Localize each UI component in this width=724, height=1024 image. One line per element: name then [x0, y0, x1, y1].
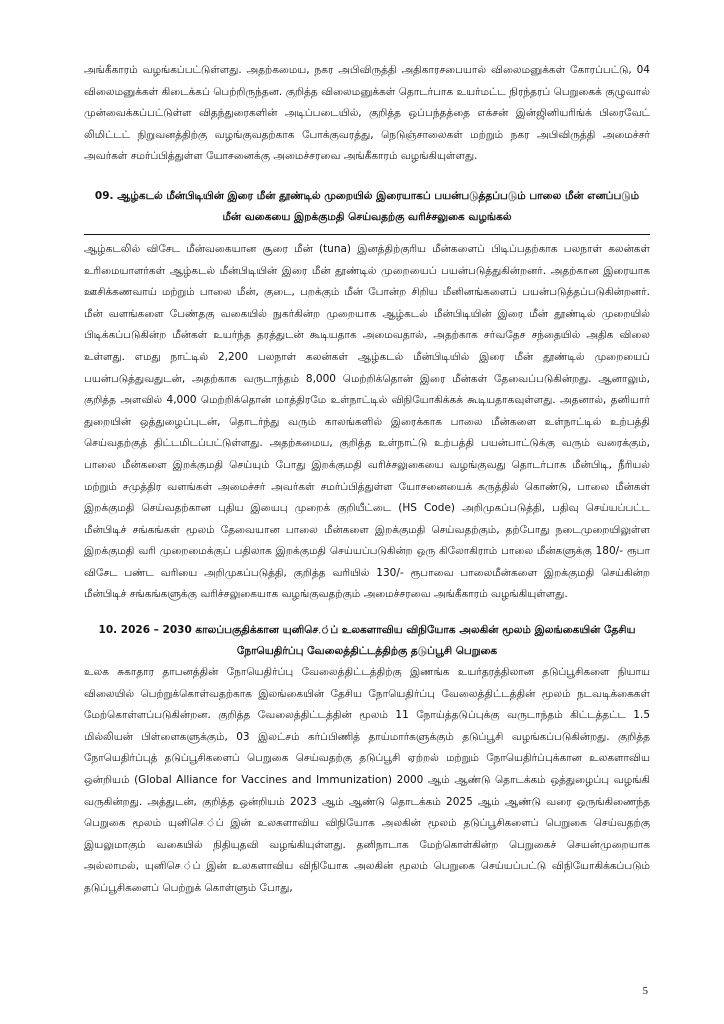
intro-paragraph: அங்கீகாரம் வழங்கப்பட்டுள்ளது. அதற்கமைய, நகர அபிவிருத்தி அதிகாரசபையால் விலைமனுக்கள் கோரப்பட்டு, 04 விலைமனுக்கள் கிடைக்கப் பெற்றிருந்தன. குறித்த விலைமனுக்கள் தொடர்பாக உயர்மட்ட நிரந்தரப் பெறுகைக் குழுவால் முன்வைக்கப்பட்டுள்ள விதந்துரைகளின் அடிப்படையில், குறித்த ஒப்பந்தத்தை எக்சன் இன்ஜினியரிங்க் பிரைவேட் லிமிட்டட் நிறுவனத்திற்கு வழங்குவதற்காக போக்குவரத்து, நெடுஞ்சாலைகள் மற்றும் நகர அபிவிருத்தி அமைச்சர் அவர்கள் சமர்ப்பித்துள்ள யோசனைக்கு அமைச்சரவை அங்கீகாரம் வழங்கியுள்ளது. [84, 64, 650, 163]
section-divider [84, 234, 650, 235]
spacer [84, 606, 650, 620]
document-page [84, 60, 650, 900]
page-number: 5 [642, 985, 648, 997]
section-10-paragraph: உலக சுகாதார தாபனத்தின் நோயெதிர்ப்பு வேலைத்திட்டத்திற்கு இணங்க உயர்தரத்திலான தடுப்பூசிகளை நியாய விலையில் பெற்றுக்கொள்வதற்காக இலங்கையின் தேசிய நோயெதிர்ப்பு வேலைத்திட்டத்தின் மூலம் நடவடிக்கைகள் மேற்கொள்ளப்படுகின்றன. குறித்த வேலைத்திட்டத்தின் மூலம் 11 நோய்த்தடுப்புக்கு வருடாந்தம் கிட்டத்தட்ட 1.5 மில்லியன் பிள்ளைகளுக்கும், 03 இலட்சம் கர்ப்பிணித் தாய்மார்களுக்கும் தடுப்பூசி வழங்கப்படுகின்றது. குறித்த நோயெதிர்ப்புத் தடுப்பூசிகளைப் பெறுகை செய்வதற்கு தடுப்பூசி ஏற்றல் மற்றும் நோயெதிர்ப்புக்கான உலகளாவிய ஒன்றியம் (Global Alliance for Vaccines and Immunization) 2000 ஆம் ஆண்டு தொடக்கம் ஒத்துழைப்பு வழங்கி வருகின்றது. அத்துடன், குறித்த ஒன்றியம் 2023 ஆம் ஆண்டு தொடக்கம் 2025 ஆம் ஆண்டு வரை ஒருங்கிணைந்த பெறுகை மூலம் யுனிசெ.்ப் இன் உலகளாவிய விநியோக அலகின் மூலம் தடுப்பூசிகளைப் பெறுகை செய்வதற்கு இயலுமாகும் வகையில் நிதியுதவி வழங்கியுள்ளது. தனிநாடாக மேற்கொள்கின்ற பெறுகைச் செயன்முறையாக அல்லாமல், யுனிசெ.்ப் இன் உலகளாவிய விநியோக அலகின் மூலம் பெறுகை செய்யப்பட்டு விநியோகிக்கப்படும் தடுப்பூசிகளைப் பெற்றுக் கொள்ளும் போது, [84, 666, 651, 894]
spacer [84, 168, 650, 186]
section-10-heading: 10. 2026 – 2030 காலப்பகுதிக்கான யுனிசெ.்ப் உலகளாவிய விநியோக அலகின் மூலம் இலங்கையின் தேசிய நோயெதிர்ப்பு வேலைத்திட்டத்திற்கு தடுப்பூசி பெறுகை [98, 624, 636, 658]
section-9-heading: 09. ஆழ்கடல் மீன்பிடியின் இரை மீன் தூண்டில் முறையில் இரையாகப் பயன்படுத்தப்படும் பாலை மீன் எனப்படும் மீன் வகையை இறக்குமதி செய்வதற்கு வரிச்சலுகை வழங்கல் [94, 189, 640, 223]
section-9-paragraph: ஆழ்கடலில் விசேட மீன்வகையான சூரை மீன் (tuna) இனத்திற்குரிய மீன்களைப் பிடிப்பதற்காக பலநாள் கலன்கள் உரிமையாளர்கள் ஆழ்கடல் மீன்பிடியின் இரை மீன் தூண்டில் முறையைப் பயன்படுத்துகின்றனர். அதற்கான இரையாக ஊசிக்கணவாய் மற்றும் பாலை மீன், குடை, பறக்கும் மீன் போன்ற சிறிய மீனினங்களைப் பயன்படுத்தப்படுகின்றனர். மீன் வளங்களை பேண்தகு வகையில் நுகர்கின்ற முறையாக ஆழ்கடல் மீன்பிடியின் இரை மீன் தூண்டில் முறையில் பிடிக்கப்படுகின்ற மீன்கள் உயர்ந்த தரத்துடன் கூடியதாக அமைவதால், அதற்காக சர்வதேச சந்தையில் அதிக விலை உள்ளது. எமது நாட்டில் 2,200 பலநாள் கலன்கள் ஆழ்கடல் மீன்பிடியில் இரை மீன் தூண்டில் முறையைப் பயன்படுத்துவதுடன், அதற்காக வருடாந்தம் 8,000 மெற்றிக்தொன் இரை மீன்கள் தேவைப்படுகின்றது. ஆனாலும், குறித்த அளவில் 4,000 மெற்றிக்தொன் மாத்திரமே உள்நாட்டில் விநியோகிக்கக் கூடியதாகவுள்ளது. அதனால், தனியார் துறையின் ஒத்துழைப்புடன், தொடர்ந்து வரும் காலங்களில் இரைக்காக பாலை மீன்களை உள்நாட்டில் உற்பத்தி செய்வதற்குத் திட்டமிடப்பட்டுள்ளது. அதற்கமைய, குறித்த உள்நாட்டு உற்பத்தி பயன்பாட்டுக்கு வரும் வரைக்கும், பாலை மீன்களை இறக்குமதி செய்யும் போது இறக்குமதி வரிச்சலுகையை வழங்குவது தொடர்பாக மீன்பிடி, நீரியல் மற்றும் சமுத்திர வளங்கள் அமைச்சர் அவர்கள் சமர்ப்பித்துள்ள யோசனையைக் கருத்தில் கொண்டு, பாலை மீன்கள் இறக்குமதி செய்வதற்கான புதிய இயைபு முறைக் குறியீட்டை (HS Code) அறிமுகப்படுத்தி, பதிவு செய்யப்பட்ட மீன்பிடிச் சங்கங்கள் மூலம் தேவையான பாலை மீன்களை இறக்குமதி செய்வதற்கும், தற்போது நடைமுறையிலுள்ள இறக்குமதி வரி முறைமைக்குப் பதிலாக இறக்குமதி செய்யப்படுகின்ற ஒரு கிலோகிராம் பாலை மீன்களுக்கு 180/- ரூபா விசேட பண்ட வரியை அறிமுகப்படுத்தி, குறித்த வரியில் 130/- ரூபாவை பாலைமீன்களை இறக்குமதி செய்கின்ற மீன்பிடிச் சங்கங்களுக்கு வரிச்சலுகையாக வழங்குவதற்கும் அமைச்சரவை அங்கீகாரம் வழங்கியுள்ளது. [84, 242, 650, 601]
